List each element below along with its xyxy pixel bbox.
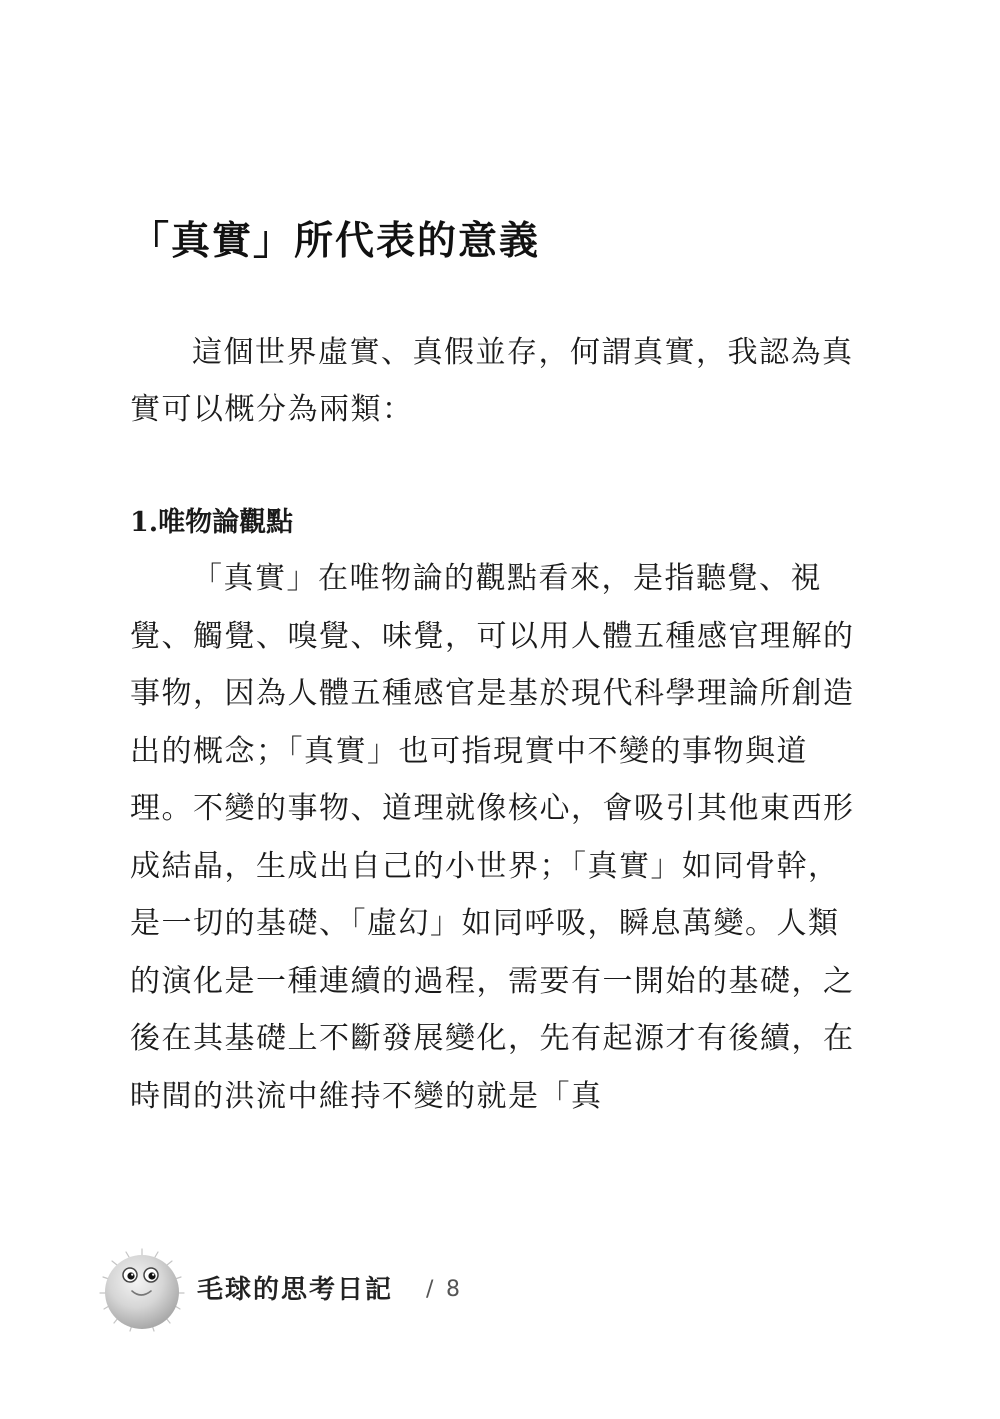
page-title: 「真實」所代表的意義 (130, 218, 541, 264)
page-footer (96, 1245, 516, 1335)
footer-book-title: 毛球的思考日記 (197, 1275, 394, 1305)
intro-paragraph: 這個世界虛實、真假並存，何謂真實，我認為真實可以概分為兩類： (130, 335, 854, 427)
fuzzy-ball-mascot-icon (96, 1245, 188, 1337)
page-separator: / (426, 1277, 434, 1302)
section-heading: 1.唯物論觀點 (130, 507, 294, 538)
section-paragraph: 「真實」在唯物論的觀點看來，是指聽覺、視覺、觸覺、嗅覺、味覺，可以用人體五種感官理解的事物，因為人體五種感官是基於現代科學理論所創造出的概念；「真實」也可指現實中不變的事物與道理。不變的事物、道理就像核心，會吸引其他東西形成結晶，生成出自己的小世界；「真實」如同骨幹，是一切的基礎、「虛幻」如同呼吸，瞬息萬變。人類的演化是一種連續的過程，需要有一開始的基礎，之後在其基礎上不斷發展變化，先有起源才有後續，在時間的洪流中維持不變的就是「真 (130, 561, 855, 1114)
page-number: 8 (446, 1277, 460, 1302)
